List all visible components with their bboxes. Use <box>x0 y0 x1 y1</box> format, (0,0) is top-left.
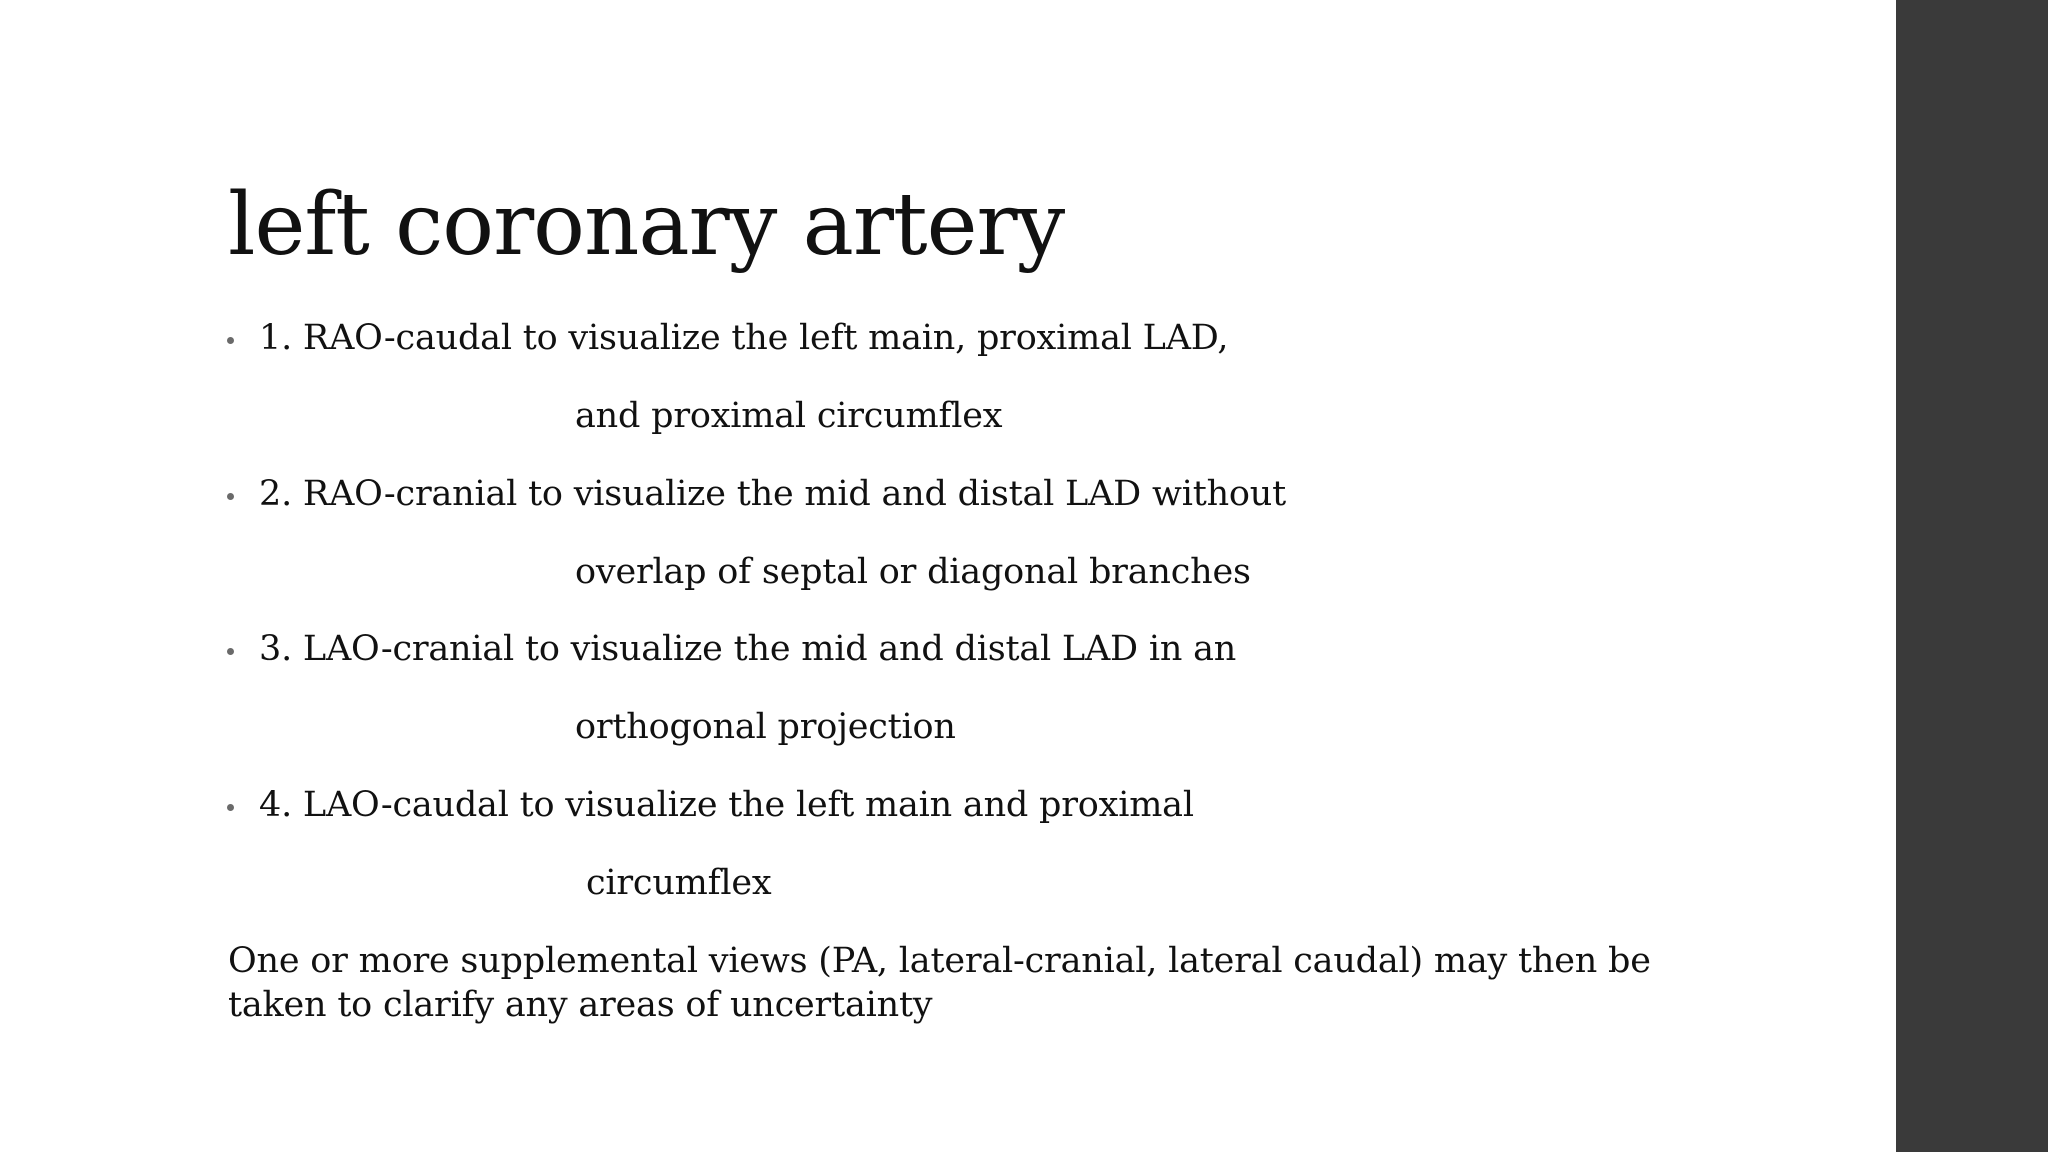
bullet-4-continuation: circumflex <box>586 863 772 903</box>
bullet-dot-icon <box>227 648 234 655</box>
bullet-3-text: 3. LAO-cranial to visualize the mid and distal LAD in an <box>259 629 1237 669</box>
decorative-side-bar <box>1896 0 2048 1152</box>
bullet-3-continuation: orthogonal projection <box>575 707 956 747</box>
slide-title: left coronary artery <box>228 175 1065 275</box>
bullet-dot-icon <box>227 337 234 344</box>
bullet-4-text: 4. LAO-caudal to visualize the left main and proximal <box>259 785 1194 825</box>
bullet-2-continuation: overlap of septal or diagonal branches <box>575 552 1251 592</box>
bullet-dot-icon <box>227 804 234 811</box>
bullet-1-text: 1. RAO-caudal to visualize the left main, proximal LAD, <box>259 318 1229 358</box>
bullet-2-text: 2. RAO-cranial to visualize the mid and distal LAD without <box>259 474 1286 514</box>
bullet-dot-icon <box>227 493 234 500</box>
supplemental-views-note: One or more supplemental views (PA, lateral-cranial, lateral caudal) may then be taken to clarify any areas of uncertainty <box>228 941 1651 1025</box>
bullet-1-continuation: and proximal circumflex <box>575 396 1003 436</box>
